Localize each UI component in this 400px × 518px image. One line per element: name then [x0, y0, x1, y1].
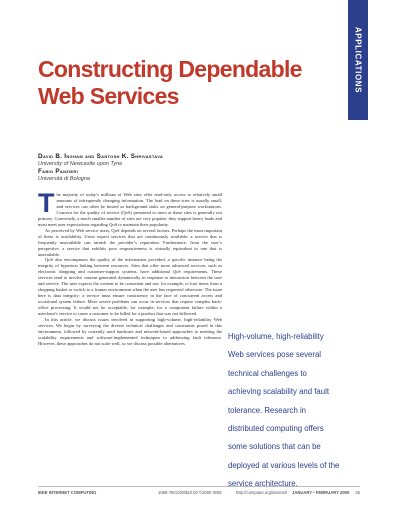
footer-date: JANUARY • FEBRUARY 2000	[292, 490, 350, 495]
article-title	[38, 56, 338, 110]
pull-quote-line: distributed computing offers	[228, 424, 324, 434]
body-paragraph-1: The majority of today’s millions of Web sites offer read-only access to relatively small amounts of infrequently changing information. The load on these sites is usually small, and services can often be hosted as background tasks on general-purpose workstations. Concern for the quality of service (QoS) presented to users at these sites is generally not primary. Conversely, a much smaller number of sites are very popular; they support heavy loads and must meet user expectations regarding QoS to maintain their popularity.	[38, 188, 222, 227]
pull-quote-line: some solutions that can be	[228, 442, 321, 452]
pull-quote	[228, 328, 358, 494]
coauthor-name: Fabio Panzieri	[38, 168, 78, 175]
section-tab	[348, 0, 368, 120]
drop-cap: T	[38, 188, 55, 218]
page-footer	[38, 486, 360, 497]
body-text-column	[38, 188, 222, 347]
footer-journal: IEEE INTERNET COMPUTING	[38, 490, 97, 495]
pull-quote-line: achieving scalability and fault	[228, 387, 329, 397]
pull-quote-line: deployed at various levels of the	[228, 460, 340, 470]
author-affiliation-1: University of Newcastle upon Tyne	[38, 161, 123, 167]
pull-quote-line: Web services pose several	[228, 350, 322, 360]
pull-quote-line: tolerance. Research in	[228, 405, 307, 415]
body-paragraph-4: In this article, we discuss issues involved in supporting high-volume, high-reliability Web services. We begin by surveying the diverse technical challenges and constraints posed in this environment, followed by currently used hardware and network-based approaches to meeting the scalability requirements and software-implemented techniques to addressing fault tolerance. However, these approaches do not scale well, so we discuss possible alternatives.	[38, 317, 222, 346]
footer-url: http://computer.org/internet/	[236, 490, 288, 495]
author-names: David B. Ingham and Santosh K. Shrivastava	[38, 153, 164, 160]
pull-quote-line: service architecture.	[228, 479, 298, 489]
author-block	[38, 153, 338, 183]
article-title-line-2: Web Services	[38, 83, 179, 109]
body-paragraph-3: QoS also encompasses the quality of the information provided, a specific instance being the integrity of hypertext linking between resources. Sites that offer more advanced services, such as electronic shopping and customer-support systems, have additional QoS requirements. These services tend to involve content generated dynamically in response to interaction between the user and service. The user expects the content to be consistent and not, for example, to lose items from a shopping basket or switch to a frames environment when the user has requested otherwise. The issue here is data integrity: a service must ensure consistency in the face of concurrent access and occasional system failure. More severe problems can occur in services that require complex back-office processing. It would not be acceptable, for example, for a component failure within a merchant’s service to cause a customer to be billed for a product that was not delivered.	[38, 257, 222, 317]
pull-quote-line: High-volume, high-reliability	[228, 332, 324, 341]
section-tab-label: APPLICATIONS	[353, 26, 363, 94]
author-affiliation-2: Università di Bologna	[38, 176, 90, 182]
pull-quote-line: technical challenges to	[228, 368, 307, 378]
article-title-line-1: Constructing Dependable	[38, 56, 302, 82]
body-paragraph-2: As perceived by Web service users, QoS depends on several factors. Perhaps the most important of these is availability. Users expect services that are continuously available; a service that is frequently unavailable can tarnish the provider’s reputation. Furthermore, from the user’s perspective, a service that exhibits poor responsiveness is virtually equivalent to one that is unavailable.	[38, 227, 222, 257]
page-number: 25	[355, 490, 360, 495]
footer-issn: 1089-7801/00/$10.00 ©2000 IEEE	[158, 490, 223, 495]
